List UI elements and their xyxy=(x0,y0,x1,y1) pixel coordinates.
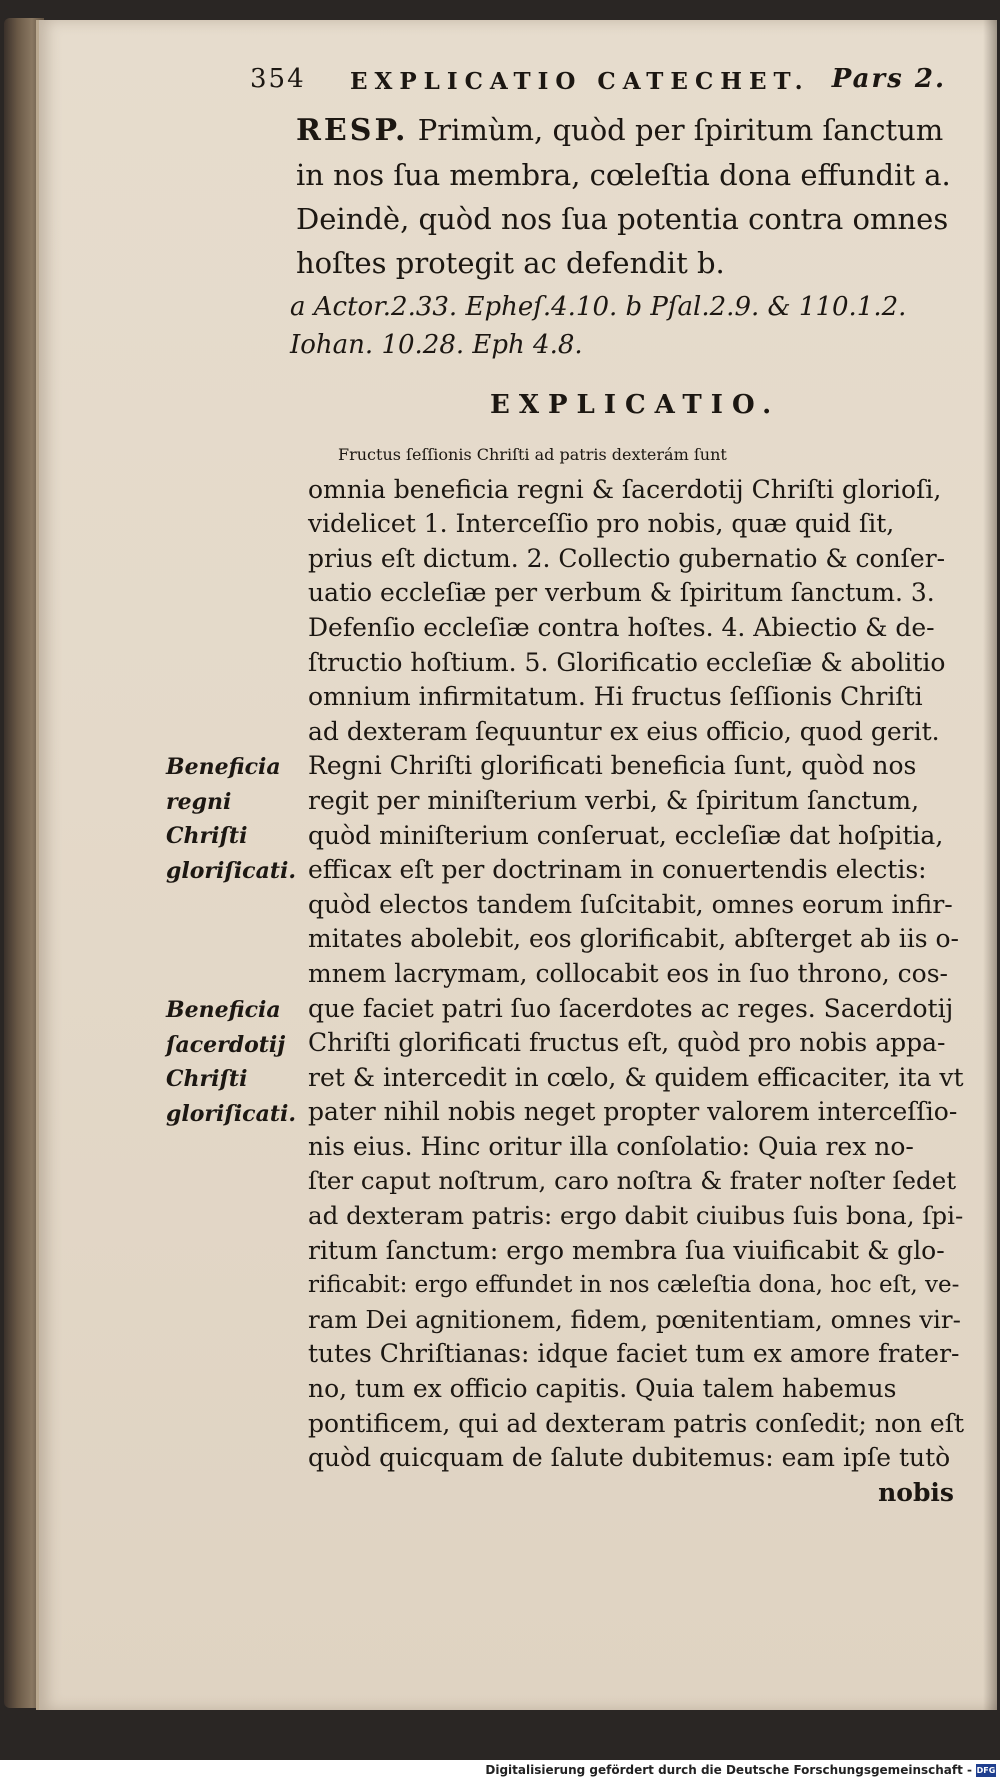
running-head xyxy=(250,64,950,108)
body-line: ret & intercedit in cœlo, & quidem efficaciter, ita vt xyxy=(308,1062,964,1092)
footer-bar xyxy=(0,1760,1000,1783)
body-line: que faciet patri ſuo ſacerdotes ac reges. Sacerdotij xyxy=(308,993,954,1023)
margin-note-regni: Beneficia regni Chriſti gloriſicati. xyxy=(166,754,297,884)
body-line: no, tum ex officio capitis. Quia talem habemus xyxy=(308,1374,897,1404)
body-line: ad dexteram patris: ergo dabit ciuibus ſuis bona, ſpi- xyxy=(308,1201,964,1231)
body-line: ritum ſanctum: ergo membra ſua viuificabit & glo- xyxy=(308,1235,945,1265)
dfg-logo: DFG xyxy=(976,1766,996,1775)
body-line: ram Dei agnitionem, fidem, pœnitentiam, omnes vir- xyxy=(308,1304,961,1334)
body-line: ad dexteram ſequuntur ex eius officio, quod gerit. xyxy=(308,716,940,746)
response-paragraph xyxy=(296,108,956,285)
body-line: efficax eſt per doctrinam in conuertendis electis: xyxy=(308,855,927,885)
funding-notice: Digitalisierung gefördert durch die Deutsche Forschungsgemeinschaft - xyxy=(485,1763,972,1777)
part-label: Pars 2. xyxy=(831,64,946,94)
body-line: prius eſt dictum. 2. Collectio gubernatio & conſer- xyxy=(308,543,946,573)
body-line: rificabit: ergo effundet in nos cæleſtia dona, hoc eſt, ve- xyxy=(308,1272,960,1299)
body-line: uatio eccleſiæ per verbum & ſpiritum ſanctum. 3. xyxy=(308,578,935,608)
page-number: 354 xyxy=(250,64,306,94)
body-line: ſter caput noſtrum, caro noſtra & frater noſter ſedet xyxy=(308,1166,957,1196)
section-title: EXPLICATIO. xyxy=(490,390,781,420)
response-text: Primùm, quòd per ſpiritum ſanctum in nos ſua membra, cœleſtia dona effundit a. Deindè, quòd nos ſua potentia contra omnes hoſtes protegit ac defendit b. xyxy=(296,113,951,280)
page-gutter-shadow xyxy=(983,20,997,1710)
body-line: quòd miniſterium conſeruat, eccleſiæ dat hoſpitia, xyxy=(308,820,944,850)
body-line: ſtructio hoſtium. 5. Glorificatio eccleſiæ & abolitio xyxy=(308,647,946,677)
body-line: regit per miniſterium verbi, & ſpiritum ſanctum, xyxy=(308,785,920,815)
scripture-references: a Actor.2.33. Epheſ.4.10. b Pſal.2.9. & 110.1.2. Iohan. 10.28. Eph 4.8. xyxy=(290,292,907,360)
body-line: pontificem, qui ad dexteram patris conſedit; non eſt xyxy=(308,1408,965,1438)
response-label: RESP. xyxy=(296,113,409,148)
catchword: nobis xyxy=(878,1477,954,1507)
body-line: pater nihil nobis neget propter valorem interceſſio- xyxy=(308,1097,958,1127)
body-text xyxy=(308,438,965,1510)
body-line: Defenſio eccleſiæ contra hoſtes. 4. Abiectio & de- xyxy=(308,612,935,642)
body-line: omnium infirmitatum. Hi fructus ſeſſionis Chriſti xyxy=(308,682,923,712)
body-line: Chriſti glorificati fructus eſt, quòd pro nobis appa- xyxy=(308,1028,946,1058)
running-title: EXPLICATIO CATECHET. xyxy=(350,68,810,95)
body-line: quòd electos tandem ſuſcitabit, omnes eorum infir- xyxy=(308,889,953,919)
body-line: Fructus ſeſſionis Chriſti ad patris dexterám ſunt xyxy=(338,445,727,464)
body-line: omnia beneficia regni & ſacerdotij Chriſti glorioſi, xyxy=(308,474,942,504)
body-line: quòd quicquam de ſalute dubitemus: eam ipſe tutò xyxy=(308,1443,951,1473)
margin-note-sacerdotij: Beneficia ſacerdotij Chriſti gloriſicati. xyxy=(166,997,297,1127)
body-line: nis eius. Hinc oritur illa conſolatio: Quia rex no- xyxy=(308,1131,914,1161)
body-line: Regni Chriſti glorificati beneficia ſunt, quòd nos xyxy=(308,751,917,781)
body-line: mnem lacrymam, collocabit eos in ſuo throno, cos- xyxy=(308,958,948,988)
body-line: tutes Chriſtianas: idque faciet tum ex amore frater- xyxy=(308,1339,960,1369)
body-line: mitates abolebit, eos glorificabit, abſterget ab iis o- xyxy=(308,924,959,954)
body-line: videlicet 1. Interceſſio pro nobis, quæ quid ſit, xyxy=(308,509,895,539)
